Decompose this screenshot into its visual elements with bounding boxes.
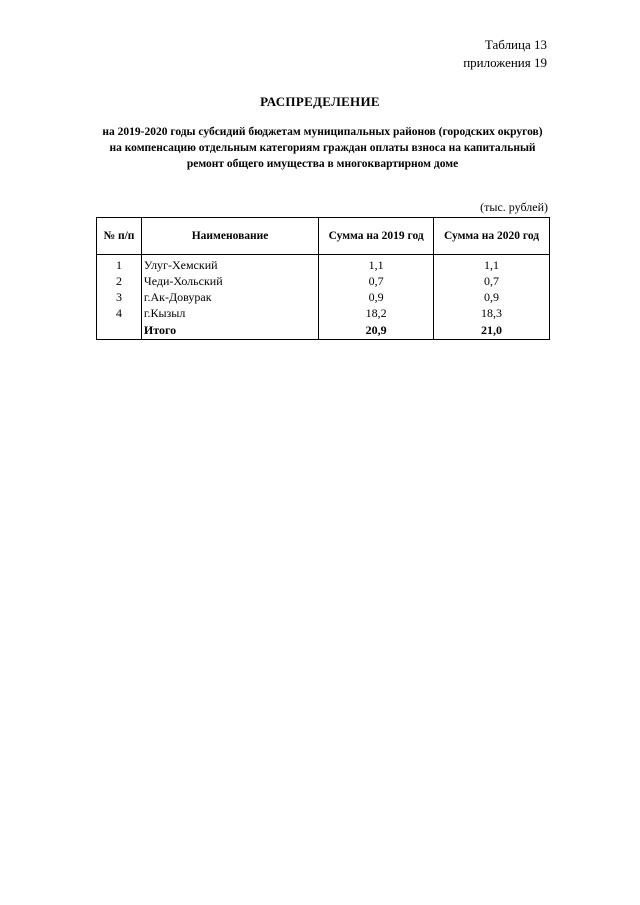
row-value-2020: 0,7 [434,273,550,289]
row-value-2020: 0,9 [434,289,550,305]
total-label: Итого [141,321,318,340]
total-value-2020: 21,0 [434,321,550,340]
row-number: 1 [97,255,142,274]
table-header-row [97,218,550,255]
row-value-2019: 18,2 [319,305,434,321]
row-value-2019: 0,7 [319,273,434,289]
table-row [97,289,550,305]
row-name: Улуг-Хемский [141,255,318,274]
table-row [97,273,550,289]
column-header-name: Наименование [141,218,318,255]
distribution-table [96,217,550,340]
row-number: 4 [97,305,142,321]
document-subtitle: на 2019-2020 годы субсидий бюджетам муниципальных районов (городских округов) на компенсацию отдельным категориям граждан оплаты взноса на капитальный ремонт общего имущества в многоквартирном доме [102,126,543,170]
row-value-2020: 1,1 [434,255,550,274]
table-row [97,305,550,321]
table-row [97,255,550,274]
column-header-number: № п/п [97,218,142,255]
row-name: г.Ак-Довурак [141,289,318,305]
table-reference: Таблица 13 [484,37,547,52]
row-value-2020: 18,3 [434,305,550,321]
row-number: 2 [97,273,142,289]
appendix-reference: приложения 19 [463,55,547,70]
total-value-2019: 20,9 [319,321,434,340]
table-total-row [97,321,550,340]
total-number-cell [97,321,142,340]
row-value-2019: 0,9 [319,289,434,305]
column-header-2019: Сумма на 2019 год [319,218,434,255]
row-name: Чеди-Хольский [141,273,318,289]
row-value-2019: 1,1 [319,255,434,274]
document-title: РАСПРЕДЕЛЕНИЕ [260,94,380,109]
units-note: (тыс. рублей) [480,200,548,214]
row-number: 3 [97,289,142,305]
row-name: г.Кызыл [141,305,318,321]
column-header-2020: Сумма на 2020 год [434,218,550,255]
